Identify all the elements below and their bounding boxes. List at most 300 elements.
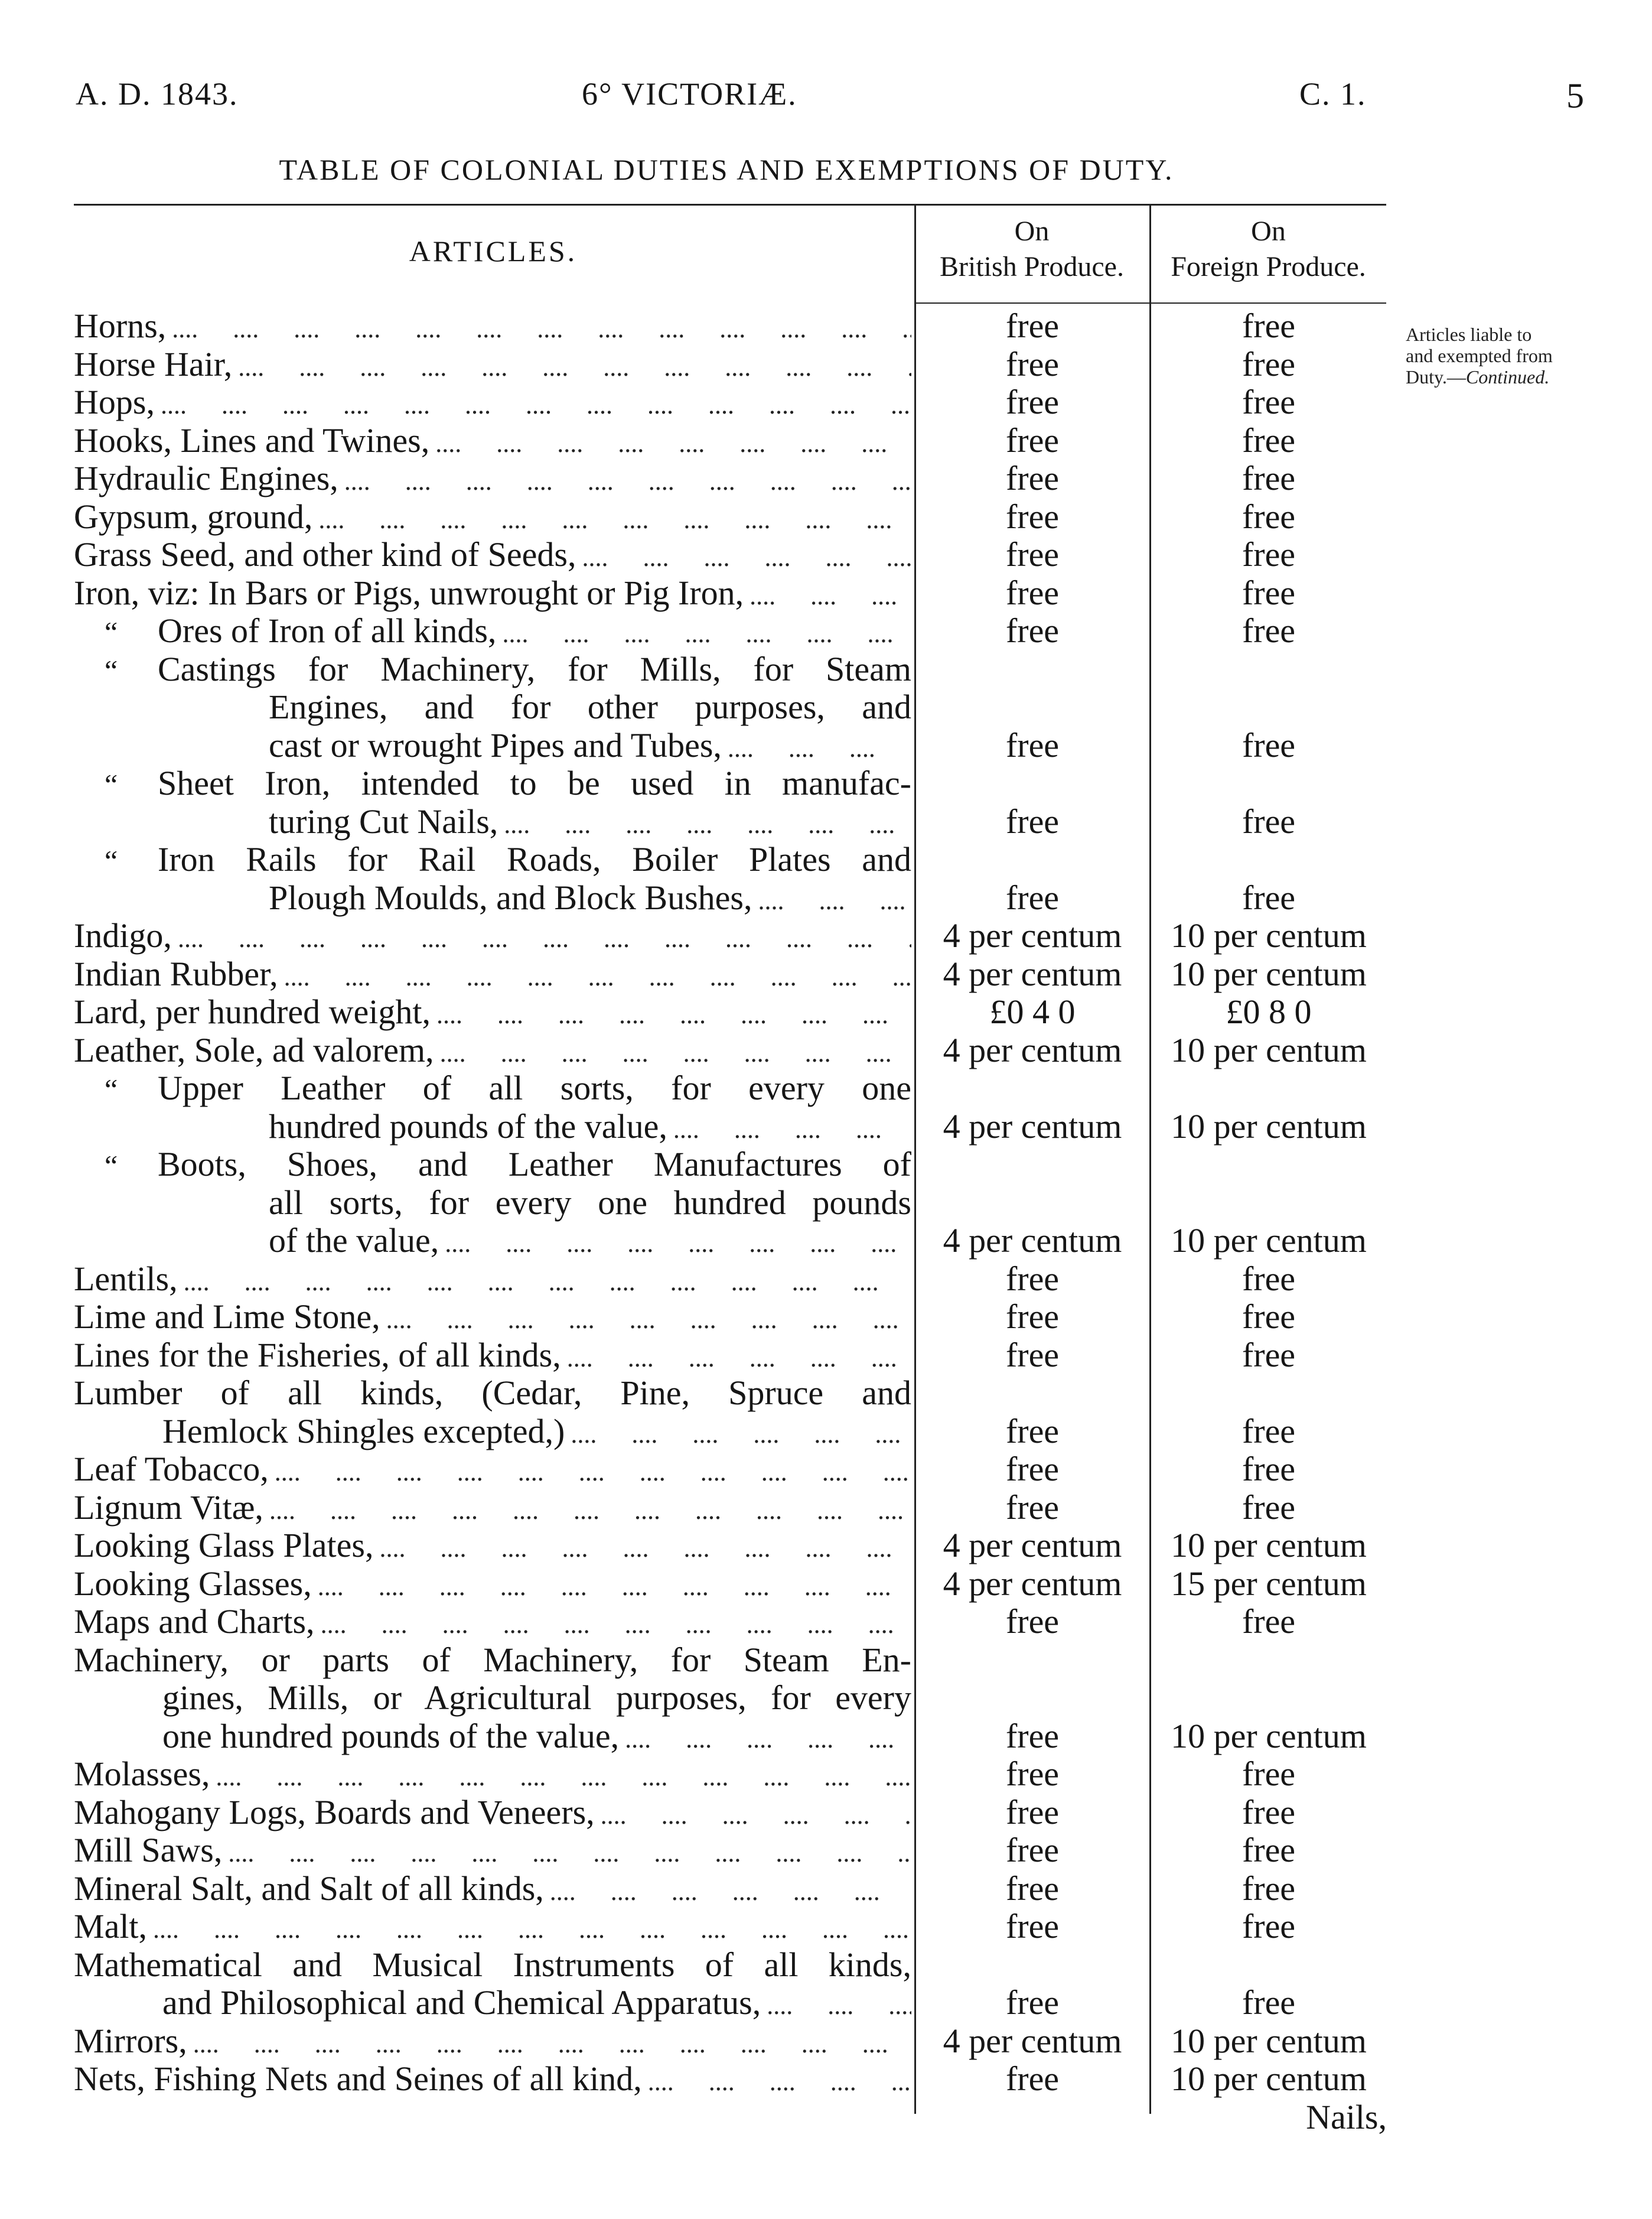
foreign-duty-cell: 10 per centum	[1171, 1030, 1367, 1069]
table-row	[0, 612, 1652, 650]
column-header-foreign-produce	[1152, 214, 1385, 285]
foreign-duty-cell: 10 per centum	[1171, 954, 1367, 993]
article-text: Malt,	[74, 1908, 148, 1945]
column-header-foreign-line2: Foreign Produce.	[1171, 251, 1366, 282]
article-text: turing Cut Nails,	[269, 802, 498, 841]
article-line	[74, 1831, 911, 1870]
british-duty-cell: free	[1005, 2059, 1060, 2098]
dot-leader	[567, 1339, 911, 1375]
article-text: and Philosophical and Chemical Apparatus,	[162, 1984, 761, 2022]
dot-leader	[269, 1492, 911, 1527]
running-head	[0, 76, 1652, 123]
british-duty-cell: free	[1005, 1869, 1060, 1908]
article-line	[74, 307, 911, 346]
article-text: Hops,	[74, 383, 155, 421]
table-row	[0, 1603, 1652, 1641]
article-line	[74, 841, 911, 879]
article-text: Nets, Fishing Nets and Seines of all kind,	[74, 2060, 642, 2098]
foreign-duty-cell: free	[1242, 1297, 1296, 1336]
article-line	[74, 917, 911, 955]
article-line	[74, 1374, 911, 1413]
article-text: Hemlock Shingles excepted,)	[162, 1412, 565, 1450]
dot-leader	[193, 2025, 911, 2061]
foreign-duty-cell: free	[1242, 1411, 1296, 1450]
article-line	[74, 1336, 911, 1375]
column-header-foreign-line1: On	[1251, 216, 1286, 247]
table-row	[0, 1298, 1652, 1336]
british-duty-cell: free	[1005, 1907, 1060, 1945]
article-text: Mathematical and Musical Instruments of all kinds,	[74, 1945, 911, 1984]
dot-leader	[445, 1225, 911, 1260]
article-line	[74, 688, 911, 727]
article-cell	[74, 1908, 911, 1946]
british-duty-cell: free	[1005, 573, 1060, 612]
dot-leader	[228, 1834, 911, 1870]
dot-leader	[386, 1301, 911, 1336]
foreign-duty-cell: free	[1242, 344, 1296, 383]
margin-note-line: and exempted from	[1406, 345, 1553, 366]
article-text: Maps and Charts,	[74, 1603, 315, 1641]
article-cell	[74, 1069, 911, 1146]
foreign-duty-cell: free	[1242, 421, 1296, 460]
article-line	[74, 1222, 911, 1260]
margin-note-line: Articles liable to	[1406, 324, 1532, 345]
article-line	[74, 1450, 911, 1489]
british-duty-cell: 4 per centum	[943, 2021, 1122, 2060]
table-row	[0, 307, 1652, 346]
british-duty-cell: free	[1005, 1488, 1060, 1527]
ditto-mark: “	[105, 844, 118, 877]
article-cell	[74, 764, 911, 841]
article-text: Indian Rubber,	[74, 955, 278, 993]
article-text: Looking Glasses,	[74, 1564, 312, 1603]
article-text: hundred pounds of the value,	[269, 1107, 667, 1146]
british-duty-cell: free	[1005, 1297, 1060, 1336]
table-row	[0, 574, 1652, 613]
article-cell	[74, 612, 911, 650]
foreign-duty-cell: free	[1242, 1755, 1296, 1793]
article-line	[74, 2022, 911, 2061]
column-header-british-line2: British Produce.	[940, 251, 1124, 282]
article-line	[74, 498, 911, 536]
column-header-british-line1: On	[1014, 216, 1050, 247]
article-text: Ores of Iron of all kinds,	[158, 612, 497, 650]
article-text: Mill Saws,	[74, 1831, 223, 1869]
article-line	[74, 803, 911, 841]
foreign-duty-cell: free	[1242, 535, 1296, 574]
article-line	[74, 2060, 911, 2098]
british-duty-cell: free	[1005, 1335, 1060, 1374]
article-cell	[74, 993, 911, 1032]
british-duty-cell: free	[1005, 1259, 1060, 1298]
article-text: Lumber of all kinds, (Cedar, Pine, Spruce and	[74, 1374, 911, 1412]
column-header-articles: ARTICLES.	[409, 235, 578, 268]
article-line	[74, 1984, 911, 2022]
article-cell	[74, 307, 911, 346]
british-duty-cell: free	[1005, 1792, 1060, 1831]
article-cell	[74, 1603, 911, 1641]
dot-leader	[216, 1758, 911, 1794]
ditto-mark: “	[105, 653, 118, 687]
foreign-duty-cell: free	[1242, 1335, 1296, 1374]
foreign-duty-cell: free	[1242, 878, 1296, 917]
dot-leader	[238, 349, 911, 384]
article-text: gines, Mills, or Agricultural purposes, for every	[162, 1679, 911, 1717]
dot-leader	[728, 730, 911, 765]
article-line	[74, 383, 911, 422]
margin-note-continued: Continued.	[1465, 366, 1550, 388]
article-line	[74, 955, 911, 994]
foreign-duty-cell: free	[1242, 1831, 1296, 1869]
article-line	[74, 1641, 911, 1680]
article-line	[74, 1870, 911, 1908]
article-line	[74, 879, 911, 917]
article-cell	[74, 383, 911, 422]
article-line	[74, 1032, 911, 1070]
british-duty-cell: free	[1005, 802, 1060, 841]
dot-leader	[550, 1873, 911, 1908]
running-head-year: A. D. 1843.	[76, 76, 239, 112]
foreign-duty-cell: free	[1242, 497, 1296, 536]
foreign-duty-cell: 10 per centum	[1171, 2059, 1367, 2098]
table-row	[0, 917, 1652, 955]
article-text: Lignum Vitæ,	[74, 1488, 263, 1527]
article-text: Lines for the Fisheries, of all kinds,	[74, 1336, 561, 1374]
dot-leader	[504, 806, 911, 841]
foreign-duty-cell: 10 per centum	[1171, 1221, 1367, 1260]
british-duty-cell: free	[1005, 535, 1060, 574]
british-duty-cell: 4 per centum	[943, 1030, 1122, 1069]
article-line	[74, 650, 911, 689]
article-cell	[74, 574, 911, 613]
british-duty-cell: 4 per centum	[943, 1564, 1122, 1603]
foreign-duty-cell: free	[1242, 459, 1296, 497]
dot-leader	[284, 958, 911, 994]
article-text: Engines, and for other purposes, and	[269, 688, 911, 726]
british-duty-cell: 4 per centum	[943, 1221, 1122, 1260]
article-cell	[74, 1870, 911, 1908]
article-text: Lard, per hundred weight,	[74, 993, 431, 1031]
table-row	[0, 841, 1652, 917]
article-line	[74, 1184, 911, 1222]
article-text: Lentils,	[74, 1260, 178, 1298]
article-cell	[74, 1946, 911, 2022]
article-line	[74, 1908, 911, 1946]
table-row	[0, 1641, 1652, 1756]
article-line	[74, 1146, 911, 1184]
dot-leader	[767, 1987, 911, 2022]
british-duty-cell: free	[1005, 383, 1060, 421]
dot-leader	[582, 539, 912, 574]
article-cell	[74, 2022, 911, 2061]
foreign-duty-cell: free	[1242, 802, 1296, 841]
article-line	[74, 1603, 911, 1641]
table-row	[0, 1069, 1652, 1146]
article-text: Sheet Iron, intended to be used in manufac-	[158, 764, 911, 802]
british-duty-cell: 4 per centum	[943, 1526, 1122, 1564]
article-line	[74, 1489, 911, 1527]
foreign-duty-cell: free	[1242, 1259, 1296, 1298]
running-head-regnal-year: 6° VICTORIÆ.	[582, 76, 797, 112]
table-row	[0, 1908, 1652, 1946]
table-row	[0, 1755, 1652, 1794]
article-cell	[74, 1755, 911, 1794]
article-cell	[74, 955, 911, 994]
article-cell	[74, 650, 911, 765]
article-cell	[74, 498, 911, 536]
british-duty-cell: free	[1005, 307, 1060, 345]
article-line	[74, 1755, 911, 1794]
british-duty-cell: free	[1005, 1411, 1060, 1450]
article-line	[74, 1679, 911, 1717]
article-line	[74, 1413, 911, 1451]
article-text: Castings for Machinery, for Mills, for Steam	[158, 650, 911, 688]
article-cell	[74, 1794, 911, 1832]
dot-leader	[161, 386, 911, 422]
dot-leader	[184, 1263, 911, 1299]
foreign-duty-cell: free	[1242, 383, 1296, 421]
british-duty-cell: free	[1005, 878, 1060, 917]
table-row	[0, 1489, 1652, 1527]
table-top-rule	[74, 204, 1386, 206]
article-cell	[74, 917, 911, 955]
table-title: TABLE OF COLONIAL DUTIES AND EXEMPTIONS OF DUTY.	[279, 153, 1174, 186]
article-cell	[74, 1374, 911, 1450]
british-duty-cell: 4 per centum	[943, 1107, 1122, 1146]
dot-leader	[178, 920, 911, 955]
article-text: Mahogany Logs, Boards and Veneers,	[74, 1793, 595, 1831]
article-cell	[74, 536, 911, 574]
british-duty-cell: free	[1005, 1755, 1060, 1793]
table-row	[0, 498, 1652, 536]
table-row	[0, 1831, 1652, 1870]
dot-leader	[275, 1453, 911, 1489]
dot-leader	[321, 1606, 911, 1641]
article-text: Looking Glass Plates,	[74, 1527, 374, 1564]
article-line	[74, 460, 911, 498]
british-duty-cell: free	[1005, 1831, 1060, 1869]
article-text: Iron, viz: In Bars or Pigs, unwrought or Pig Iron,	[74, 574, 744, 612]
article-text: Gypsum, ground,	[74, 497, 313, 536]
article-cell	[74, 1260, 911, 1299]
table-row	[0, 1032, 1652, 1070]
catchword: Nails,	[1306, 2098, 1387, 2136]
article-cell	[74, 841, 911, 917]
table-row	[0, 1946, 1652, 2022]
article-line	[74, 574, 911, 613]
article-line	[74, 764, 911, 803]
foreign-duty-cell: free	[1242, 1907, 1296, 1945]
dot-leader	[750, 577, 911, 613]
dot-leader	[758, 882, 912, 917]
british-duty-cell: free	[1005, 1716, 1060, 1755]
table-row	[0, 764, 1652, 841]
ditto-mark: “	[105, 616, 118, 649]
article-text: Iron Rails for Rail Roads, Boiler Plates and	[158, 841, 911, 879]
article-text: Hydraulic Engines,	[74, 460, 338, 497]
table-row	[0, 1565, 1652, 1603]
article-cell	[74, 1641, 911, 1756]
british-duty-cell: free	[1005, 725, 1060, 764]
british-duty-cell: free	[1005, 459, 1060, 497]
article-cell	[74, 1336, 911, 1375]
british-duty-cell: free	[1005, 1450, 1060, 1488]
table-row	[0, 1374, 1652, 1450]
article-cell	[74, 1032, 911, 1070]
article-text: Mineral Salt, and Salt of all kinds,	[74, 1869, 544, 1908]
dot-leader	[673, 1111, 911, 1146]
article-cell	[74, 2060, 911, 2098]
foreign-duty-cell: free	[1242, 611, 1296, 650]
article-line	[74, 1946, 911, 1984]
article-cell	[74, 1489, 911, 1527]
article-text: Lime and Lime Stone,	[74, 1298, 380, 1336]
table-row	[0, 1450, 1652, 1489]
article-cell	[74, 460, 911, 498]
dot-leader	[379, 1530, 911, 1565]
article-line	[74, 1794, 911, 1832]
foreign-duty-cell: 10 per centum	[1171, 1716, 1367, 1755]
table-row	[0, 1794, 1652, 1832]
ditto-mark: “	[105, 1149, 118, 1182]
article-line	[74, 422, 911, 460]
foreign-duty-cell: £0 8 0	[1226, 993, 1312, 1031]
foreign-duty-cell: 10 per centum	[1171, 916, 1367, 955]
table-body	[0, 307, 1652, 2098]
article-text: Leaf Tobacco,	[74, 1450, 269, 1488]
article-line	[74, 1298, 911, 1336]
article-cell	[74, 1565, 911, 1603]
column-header-british-produce	[917, 214, 1147, 285]
article-text: Plough Moulds, and Block Bushes,	[269, 879, 752, 917]
british-duty-cell: free	[1005, 421, 1060, 460]
dot-leader	[344, 463, 911, 498]
british-duty-cell: free	[1005, 1983, 1060, 2022]
dot-leader	[502, 615, 911, 650]
british-duty-cell: free	[1005, 1602, 1060, 1641]
article-text: Mirrors,	[74, 2022, 187, 2060]
foreign-duty-cell: free	[1242, 307, 1296, 345]
table-row	[0, 993, 1652, 1032]
dot-leader	[440, 1034, 911, 1070]
dot-leader	[625, 1720, 911, 1756]
table-row	[0, 955, 1652, 994]
dot-leader	[648, 2063, 911, 2098]
article-line	[74, 727, 911, 765]
table-row	[0, 460, 1652, 498]
foreign-duty-cell: 10 per centum	[1171, 1107, 1367, 1146]
foreign-duty-cell: free	[1242, 725, 1296, 764]
ditto-mark: “	[105, 1073, 118, 1106]
article-cell	[74, 1831, 911, 1870]
table-row	[0, 1260, 1652, 1299]
article-cell	[74, 422, 911, 460]
dot-leader	[318, 501, 911, 536]
table-row	[0, 536, 1652, 574]
foreign-duty-cell: 15 per centum	[1171, 1564, 1367, 1603]
article-cell	[74, 1450, 911, 1489]
british-duty-cell: £0 4 0	[989, 993, 1076, 1031]
british-duty-cell: 4 per centum	[943, 954, 1122, 993]
article-text: Machinery, or parts of Machinery, for Steam En-	[74, 1641, 911, 1679]
running-head-chapter: C. 1.	[1299, 76, 1367, 112]
article-text: cast or wrought Pipes and Tubes,	[269, 726, 722, 764]
page-number: 5	[1566, 76, 1585, 115]
foreign-duty-cell: free	[1242, 1602, 1296, 1641]
table-row	[0, 1527, 1652, 1565]
article-text: Molasses,	[74, 1755, 210, 1793]
table-row	[0, 650, 1652, 765]
table-row	[0, 2022, 1652, 2061]
foreign-duty-cell: 10 per centum	[1171, 2021, 1367, 2060]
foreign-duty-cell: free	[1242, 1792, 1296, 1831]
article-text: Upper Leather of all sorts, for every one	[158, 1069, 911, 1107]
table-row	[0, 383, 1652, 422]
article-line	[74, 993, 911, 1032]
table-row	[0, 1336, 1652, 1375]
article-line	[74, 1717, 911, 1756]
table-row	[0, 2060, 1652, 2098]
article-cell	[74, 346, 911, 384]
article-text: Hooks, Lines and Twines,	[74, 421, 430, 460]
article-text: Boots, Shoes, and Leather Manufactures of	[158, 1146, 911, 1183]
foreign-duty-cell: 10 per centum	[1171, 1526, 1367, 1564]
article-text: Grass Seed, and other kind of Seeds,	[74, 536, 576, 574]
dot-leader	[318, 1568, 911, 1603]
foreign-duty-cell: free	[1242, 573, 1296, 612]
dot-leader	[153, 1911, 911, 1946]
article-text: all sorts, for every one hundred pounds	[269, 1183, 911, 1222]
article-line	[74, 1069, 911, 1108]
table-row	[0, 422, 1652, 460]
article-cell	[74, 1298, 911, 1336]
article-line	[74, 536, 911, 574]
article-cell	[74, 1527, 911, 1565]
dot-leader	[571, 1416, 911, 1451]
article-line	[74, 1108, 911, 1146]
article-line	[74, 612, 911, 650]
article-text: one hundred pounds of the value,	[162, 1717, 620, 1755]
dot-leader	[436, 996, 911, 1032]
dot-leader	[172, 310, 911, 346]
article-text: Horse Hair,	[74, 345, 233, 383]
ditto-mark: “	[105, 768, 118, 801]
british-duty-cell: 4 per centum	[943, 916, 1122, 955]
table-row	[0, 1870, 1652, 1908]
margin-note-line3: Duty.—	[1406, 366, 1466, 388]
article-line	[74, 346, 911, 384]
article-text: Leather, Sole, ad valorem,	[74, 1031, 434, 1069]
british-duty-cell: free	[1005, 611, 1060, 650]
foreign-duty-cell: free	[1242, 1869, 1296, 1908]
foreign-duty-cell: free	[1242, 1488, 1296, 1527]
table-row	[0, 1146, 1652, 1260]
dot-leader	[601, 1797, 911, 1832]
article-line	[74, 1527, 911, 1565]
foreign-duty-cell: free	[1242, 1983, 1296, 2022]
foreign-duty-cell: free	[1242, 1450, 1296, 1488]
article-text: of the value,	[269, 1222, 439, 1260]
british-duty-cell: free	[1005, 497, 1060, 536]
british-duty-cell: free	[1005, 344, 1060, 383]
table-row	[0, 346, 1652, 384]
dot-leader	[435, 425, 911, 460]
article-line	[74, 1565, 911, 1603]
article-line	[74, 1260, 911, 1299]
article-text: Horns,	[74, 307, 167, 345]
article-cell	[74, 1146, 911, 1260]
article-text: Indigo,	[74, 917, 172, 955]
